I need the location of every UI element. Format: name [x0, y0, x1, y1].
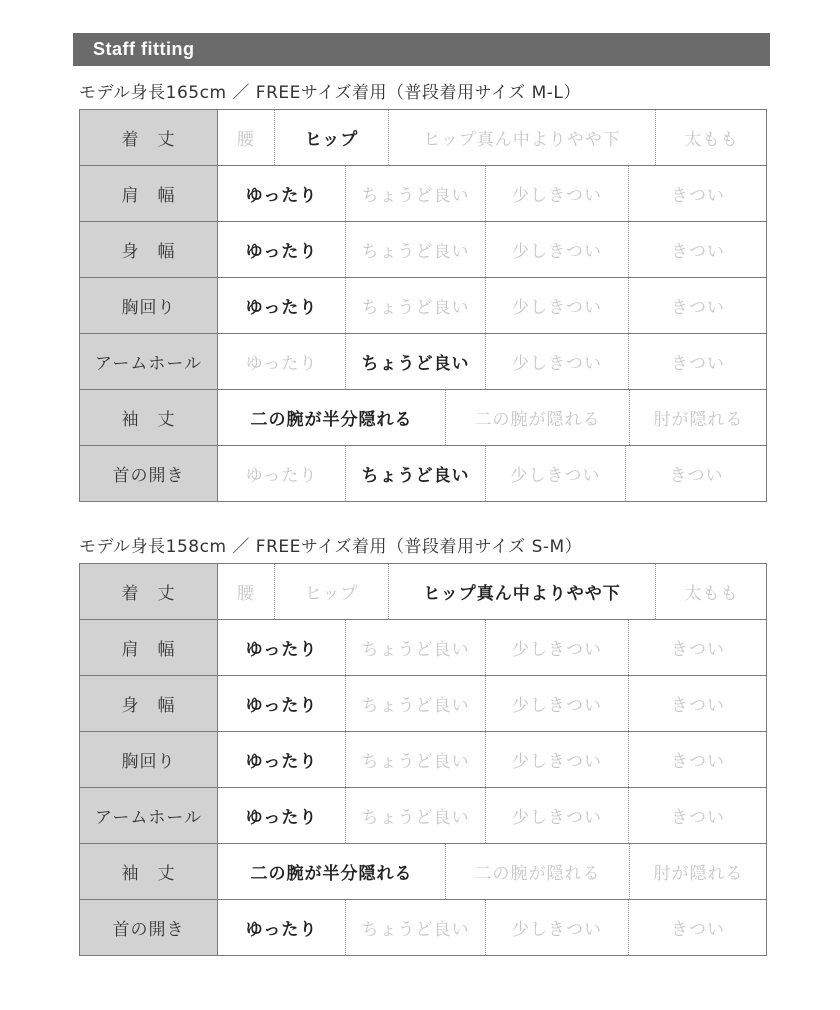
fitting-row	[80, 788, 767, 844]
option: ちょうど良い	[346, 222, 486, 277]
row-label: 袖 丈	[80, 390, 218, 446]
option: きつい	[671, 696, 725, 716]
row-label: 身 幅	[80, 676, 218, 732]
row-label: 肩 幅	[80, 620, 218, 676]
option-selected: ちょうど良い	[346, 334, 486, 389]
option-selected: ゆったり	[218, 166, 346, 221]
option: 少しきつい	[486, 732, 629, 787]
option: 少しきつい	[486, 676, 629, 731]
option-selected: ゆったり	[218, 788, 346, 843]
option-selected: ゆったり	[218, 900, 346, 955]
fitting-row	[80, 732, 767, 788]
option: 少しきつい	[486, 334, 629, 389]
option: ちょうど良い	[346, 732, 486, 787]
row-label: アームホール	[80, 334, 218, 390]
option-selected: ゆったり	[218, 222, 346, 277]
fitting-row	[80, 564, 767, 620]
option: きつい	[671, 242, 725, 262]
option: 少しきつい	[486, 620, 629, 675]
option: きつい	[669, 466, 724, 486]
option: ゆったり	[218, 446, 346, 501]
option: きつい	[671, 752, 725, 772]
option: 少しきつい	[486, 166, 629, 221]
option: きつい	[671, 186, 725, 206]
row-label: 首の開き	[80, 446, 218, 502]
row-label: アームホール	[80, 788, 218, 844]
row-label: 着 丈	[80, 564, 218, 620]
fitting-row	[80, 334, 767, 390]
fitting-row	[80, 390, 767, 446]
row-label: 袖 丈	[80, 844, 218, 900]
option-selected: ゆったり	[218, 278, 346, 333]
row-label: 肩 幅	[80, 166, 218, 222]
options-cell	[218, 390, 767, 446]
option-selected: ゆったり	[218, 676, 346, 731]
option: 少しきつい	[486, 446, 626, 501]
fitting-row	[80, 166, 767, 222]
fitting-row	[80, 222, 767, 278]
option: 少しきつい	[486, 222, 629, 277]
option: ちょうど良い	[346, 900, 486, 955]
option: きつい	[671, 920, 725, 940]
options-cell	[218, 676, 767, 732]
option: 二の腕が隠れる	[446, 390, 630, 445]
option: 肘が隠れる	[653, 864, 744, 884]
option: ちょうど良い	[346, 788, 486, 843]
fitting-row	[80, 620, 767, 676]
options-cell	[218, 844, 767, 900]
fitting-row	[80, 278, 767, 334]
option: 少しきつい	[486, 900, 629, 955]
row-label: 着 丈	[80, 110, 218, 166]
options-cell	[218, 788, 767, 844]
option: きつい	[671, 354, 725, 374]
option-selected: ゆったり	[218, 620, 346, 675]
option-selected: ちょうど良い	[346, 446, 486, 501]
option: 腰	[218, 110, 275, 165]
row-label: 首の開き	[80, 900, 218, 956]
staff-fitting-header: Staff fitting	[73, 33, 770, 66]
option: ヒップ	[275, 564, 389, 619]
option-selected: 二の腕が半分隠れる	[218, 390, 446, 445]
options-cell	[218, 222, 767, 278]
option: 二の腕が隠れる	[446, 844, 630, 899]
option: ゆったり	[218, 334, 346, 389]
option: ちょうど良い	[346, 166, 486, 221]
fitting-row	[80, 110, 767, 166]
option: ヒップ真ん中よりやや下	[389, 110, 656, 165]
options-cell	[218, 732, 767, 788]
options-cell	[218, 278, 767, 334]
section-title: モデル身長158cm ／ FREEサイズ着用（普段着用サイズ S-M）	[79, 537, 583, 557]
option-selected: ヒップ	[275, 110, 389, 165]
fitting-table	[79, 109, 767, 502]
fitting-row	[80, 676, 767, 732]
options-cell	[218, 900, 767, 956]
fitting-row	[80, 844, 767, 900]
options-cell	[218, 564, 767, 620]
option-selected: ゆったり	[218, 732, 346, 787]
option-selected: ヒップ真ん中よりやや下	[389, 564, 656, 619]
options-cell	[218, 166, 767, 222]
option: ちょうど良い	[346, 676, 486, 731]
row-label: 胸回り	[80, 278, 218, 334]
section-title: モデル身長165cm ／ FREEサイズ着用（普段着用サイズ M-L）	[79, 83, 581, 103]
options-cell	[218, 620, 767, 676]
option: ちょうど良い	[346, 620, 486, 675]
option: 少しきつい	[486, 278, 629, 333]
option: きつい	[671, 640, 725, 660]
option: ちょうど良い	[346, 278, 486, 333]
options-cell	[218, 446, 767, 502]
fitting-table	[79, 563, 767, 956]
row-label: 胸回り	[80, 732, 218, 788]
row-label: 身 幅	[80, 222, 218, 278]
option: 少しきつい	[486, 788, 629, 843]
options-cell	[218, 334, 767, 390]
option: 腰	[218, 564, 275, 619]
fitting-row	[80, 446, 767, 502]
option: きつい	[671, 298, 725, 318]
option: 肘が隠れる	[653, 410, 744, 430]
option-selected: 二の腕が半分隠れる	[218, 844, 446, 899]
option: 太もも	[684, 584, 739, 604]
option: きつい	[671, 808, 725, 828]
option: 太もも	[684, 130, 739, 150]
fitting-row	[80, 900, 767, 956]
options-cell	[218, 110, 767, 166]
